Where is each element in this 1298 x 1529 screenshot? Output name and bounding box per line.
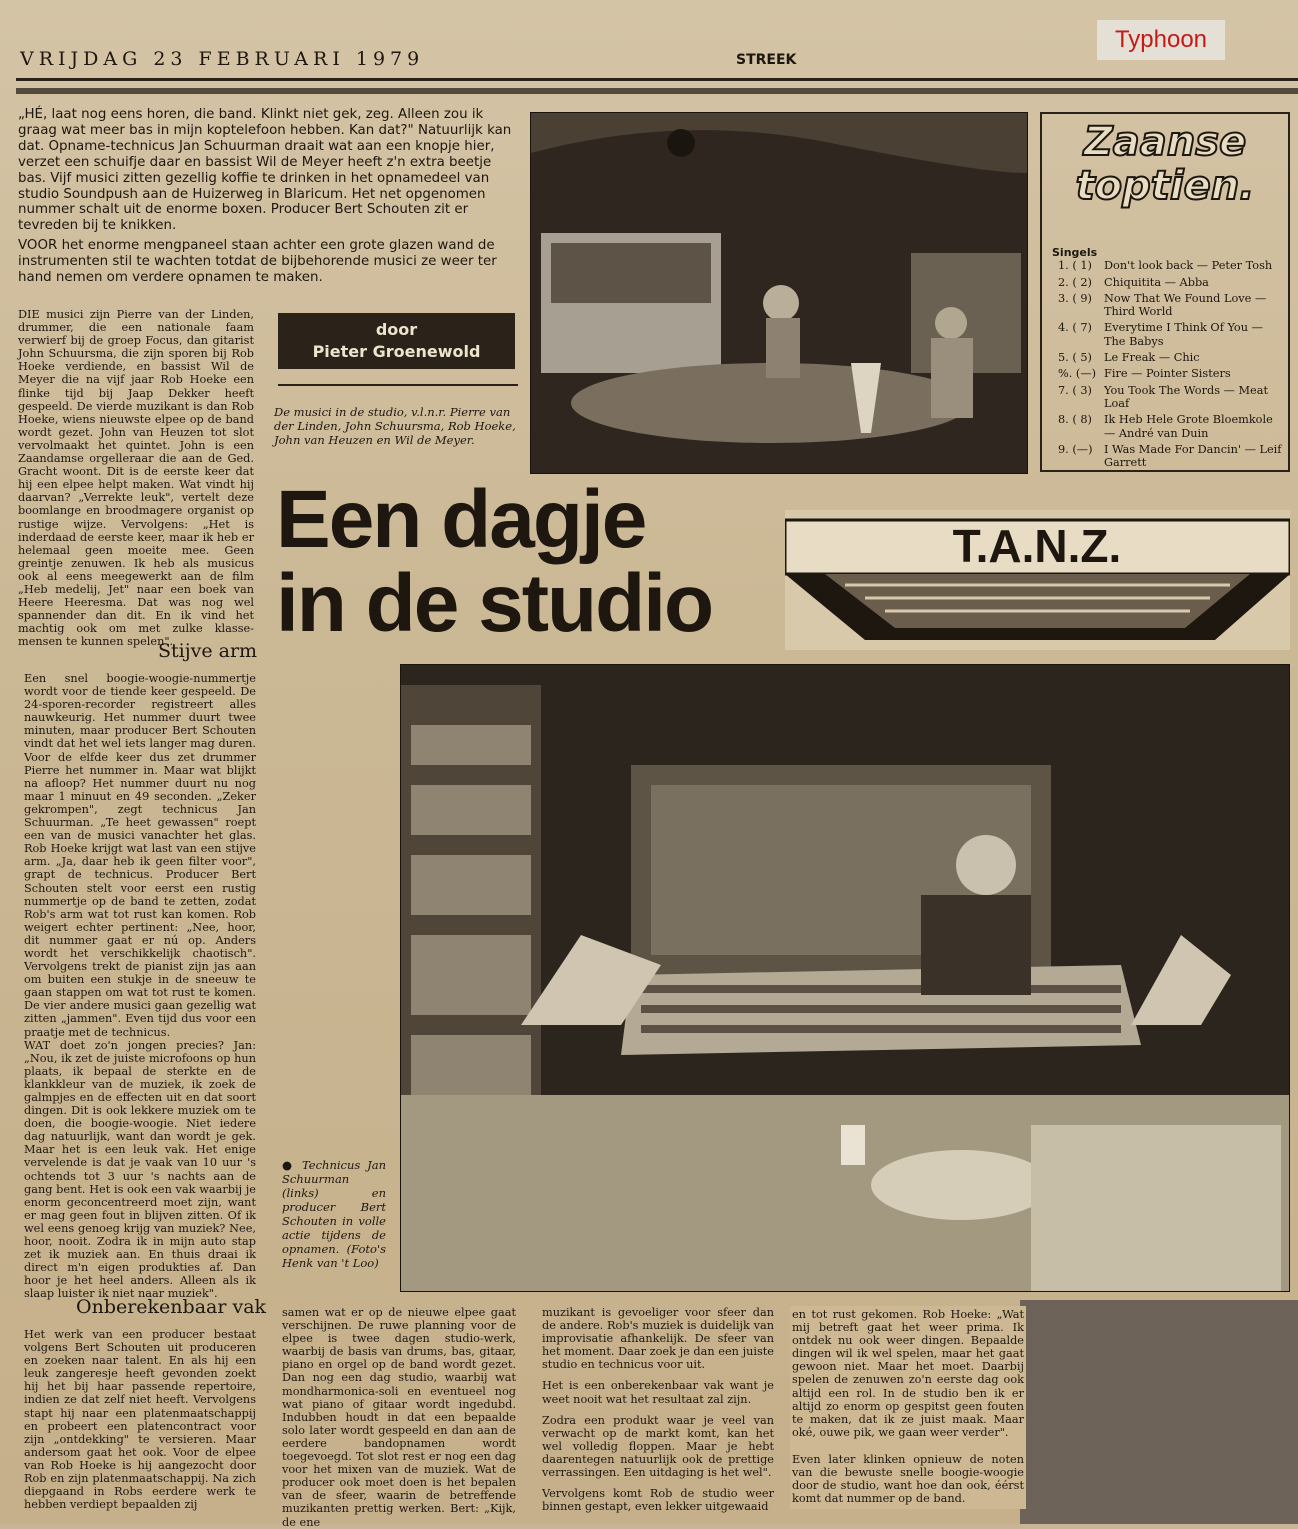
- toptien-position: 2. ( 2): [1058, 275, 1092, 289]
- toptien-entry: [1052, 321, 1284, 348]
- intro-column: [18, 308, 254, 648]
- headline-line-2: in de studio: [276, 558, 713, 649]
- toptien-entry: [1052, 384, 1284, 411]
- tanz-logo-text: T.A.N.Z.: [952, 520, 1122, 572]
- toptien-position: 7. ( 3): [1058, 383, 1092, 397]
- toptien-logo-line-1: Zaanse: [1083, 119, 1247, 165]
- toptien-title: You Took The Words — Meat Loaf: [1104, 383, 1269, 410]
- column-1-body: [24, 672, 256, 1301]
- header-rule: [16, 78, 1298, 81]
- technicus-paragraph: WAT doet zo'n jongen precies? Jan: „Nou, ik zet de juiste microfoons op hun plaats, ik bepaal de sterkte en de klankkleur van de muziek, ik zoek de galmpjes en de effecten uit en dat soort dingen. Dit is ook lekkere muziek om te doen, die boogie-woogie. Niet iedere dag natuurlijk, want dan wordt je gek. Maar het is een leuk vak. Het enige vervelende is dat je vaak van 10 uur 's ochtends tot 3 uur 's nachts aan de gang bent. Het is ook een vak waarbij je enorm geconcentreerd moet zijn, want er mag geen fout in blijven zitten. Of ik wel eens genoeg krijg van muziek? Nee, hoor, nooit. Zodra ik in mijn auto stap zet ik muziek aan. En thuis draai ik direct m'n eigen produkties af. Dan hoor je het heel anders. Alleen als ik slaap luister ik niet naar muziek".: [24, 1038, 256, 1301]
- tanz-logo: [785, 510, 1290, 650]
- control-room-caption: ● Technicus Jan Schuurman (links) en producer Bert Schouten in volle actie tijdens de opnamen. (Foto's Henk van 't Loo): [282, 1158, 386, 1270]
- intro-paragraph: DIE musici zijn Pierre van der Linden, drummer, die een nationale faam verwierf bij de groep Focus, dan gitarist John Schuursma, die zijn sporen bij Rob Hoeke verdiende, en bassist Wil de Meyer die na vijf jaar Rob Hoeke een flinke tijd bij Jaap Dekker heeft gespeeld. De vierde muzikant is dan Rob Hoeke, wiens nieuwste elpee op de band wordt gezet. John van Heuzen tot slot vervolmaakt het quintet. John is een Zaandamse orgelleraar die aan de Ged. Gracht woont. Dit is de eerste keer dat hij een elpee helpt maken. Wat vindt hij daarvan? „Verrekte leuk", vertelt deze boomlange en broodmagere organist op rustige wijze. Vervolgens: „Het is inderdaad de eerste keer, maar ik heb er helemaal geen moeite mee. Geen greintje zenuwen. Ik heb als musicus ook al eens meegewerkt aan de film „Heb medelij, Jet" naar een boek van Heere Heeresma. Dat was nog wel spannender dan dit. En ik vind het machtig ook om met zulke klasse-mensen te kunnen spelen".: [18, 308, 254, 649]
- header-rule-thick: [16, 88, 1298, 94]
- torn-edge-backdrop: [1020, 1300, 1298, 1524]
- stijve-arm-paragraph: Een snel boogie-woogie-nummertje wordt voor de tiende keer gespeeld. De 24-sporen-recorder registreert alles nauwkeurig. Het nummer duurt twee minuten, maar producer Bert Schouten vindt dat het wel iets langer mag duren. Voor de elfde keer dus zet drummer Pierre het nummer in. Maar wat blijkt na afloop? Het nummer duurt nu nog maar 1 minuut en 49 seconden. „Zeker gekrompen", zegt technicus Jan Schuurman. „Te heet gewassen" roept een van de musici vanachter het glas. Rob Hoeke krijgt wat last van een stijve arm. „Ja, daar heb ik geen filter voor", grapt de technicus. Producer Bert Schouten stelt voor eerst een rustig nummertje op de band te zetten, zodat Rob's arm wat tot rust kan komen. Rob weigert echter pertinent: „Nee, hoor, dit nummer gaat er nú op. Anders wordt het verschikkelijk chaotisch". Vervolgens trekt de pianist zijn jas aan om buiten een stukje in de sneeuw te gaan stappen om wat tot rust te komen. De vier andere musici gaan gezellig wat zitten „jammen". Even tijd dus voor een praatje met de technicus.: [24, 672, 256, 1039]
- toptien-heading: Singels: [1052, 246, 1098, 259]
- toptien-title: I Was Made For Dancin' — Leif Garrett: [1104, 442, 1282, 470]
- toptien-entry: [1052, 413, 1284, 440]
- toptien-title: Now That We Found Love — Third World: [1104, 291, 1267, 319]
- toptien-entry: [1052, 259, 1284, 272]
- toptien-entries: [1052, 259, 1284, 469]
- byline-box: [278, 313, 515, 369]
- column-2: [282, 1306, 516, 1529]
- column-3-paragraph-3: Zodra een produkt waar je veel van verwacht op de markt komt, kan het wel volledig floppen. Maar je hebt daarentegen natuurlijk ook de prettige verrassingen. Een uitdaging is het wel".: [542, 1413, 774, 1480]
- column-4-paragraph-2: Even later klinken opnieuw de noten van die bewuste snelle boogie-woogie door de studio, want hoe dan ook, éérst komt dat nummer op de band.: [792, 1452, 1024, 1506]
- lead-paragraph-1: „HÉ, laat nog eens horen, die band. Klinkt niet gek, zeg. Alleen zou ik graag wat meer bas in mijn koptelefoon hebben. Kan dat?" Natuurlijk kan dat. Opname-technicus Jan Schuurman draait wat aan een knopje hier, verzet een schuifje daar en bassist Wil de Meyer heeft z'n extra beetje bas. Vijf musici zitten gezellig koffie te drinken in het opnamedeel van studio Soundpush aan de Huizerweg in Blaricum. Het net opgenomen nummer schalt uit de enorme boxen. Producer Bert Schouten zit er tevreden bij te knikken.: [18, 107, 512, 234]
- headline-line-1: Een dagje: [276, 474, 646, 565]
- column-3-paragraph-1: muzikant is gevoeliger voor sfeer dan de andere. Rob's muziek is duidelijk van improvisatie afhankelijk. De sfeer van het moment. Daar zoek je dan een juiste studio en technicus voor uit.: [542, 1306, 774, 1372]
- toptien-title: Ik Heb Hele Grote Bloemkole — André van Duin: [1104, 413, 1273, 440]
- dateline: VRIJDAG 23 FEBRUARI 1979: [20, 48, 425, 70]
- column-2-paragraph: samen wat er op de nieuwe elpee gaat verschijnen. De ruwe planning voor de elpee is twee dagen studio-werk, waarbij de basis van drums, bas, gitaar, piano en orgel op de band wordt gezet. Dan nog een dag studio, waarbij wat mondharmonica-soli en eventueel nog wat piano of gitaar wordt ingedubd. Indubben houdt in dat een bepaalde solo later wordt gespeeld en dan aan de eerdere bandopnamen wordt toegevoegd. Tot slot rest er nog een dag voor het mixen van de muziek. Wat de producer ook moet doen is het bepalen van de sfeer, waarin de betreffende muzikanten prettig werken. Bert: „Kijk, de ene: [282, 1306, 516, 1529]
- toptien-position: 9. (—): [1058, 442, 1093, 456]
- toptien-entry: [1052, 292, 1284, 319]
- toptien-title: Fire — Pointer Sisters: [1104, 367, 1231, 381]
- column-1-bottom: [24, 1328, 256, 1511]
- toptien-logo: [1050, 120, 1280, 230]
- lead-text: [18, 107, 520, 290]
- control-room-photo: [400, 664, 1290, 1292]
- toptien-title: Don't look back — Peter Tosh: [1104, 259, 1273, 273]
- subhead-stijve-arm: Stijve arm: [158, 640, 258, 662]
- toptien-position: 5. ( 5): [1058, 351, 1092, 365]
- watermark-label: Typhoon: [1097, 20, 1225, 60]
- toptien-title: Le Freak — Chic: [1104, 351, 1200, 365]
- toptien-position: 4. ( 7): [1058, 321, 1092, 335]
- lead-paragraph-2: VOOR het enorme mengpaneel staan achter een grote glazen wand de instrumenten stil te wachten totdat de bijbehorende musici ze weer ter hand nemen om verdere opnamen te maken.: [18, 238, 497, 286]
- headline: [276, 474, 713, 649]
- column-3: [542, 1306, 774, 1513]
- toptien-title: Chiquitita — Abba: [1104, 275, 1209, 289]
- toptien-logo-line-2: toptien.: [1075, 163, 1255, 209]
- toptien-position: 8. ( 8): [1058, 413, 1092, 427]
- byline-author: Pieter Groenewold: [312, 342, 481, 361]
- toptien-entry: [1052, 276, 1284, 289]
- toptien-list: [1052, 246, 1284, 472]
- band-photo: [530, 112, 1028, 474]
- toptien-position: 3. ( 9): [1058, 291, 1092, 305]
- column-3-paragraph-2: Het is een onberekenbaar vak want je weet nooit wat het resultaat zal zijn.: [542, 1379, 774, 1406]
- toptien-entry: [1052, 367, 1284, 380]
- toptien-entry: [1052, 443, 1284, 470]
- subhead-onberekenbaar-vak: Onberekenbaar vak: [76, 1296, 267, 1318]
- band-photo-caption: De musici in de studio, v.l.n.r. Pierre van der Linden, John Schuursma, Rob Hoeke, John van Heuzen en Wil de Meyer.: [274, 405, 516, 447]
- column-3-paragraph-4: Vervolgens komt Rob de studio weer binnen gestapt, even lekker uitgewaaid: [542, 1487, 774, 1514]
- section-label: STREEK: [736, 52, 797, 68]
- column-4: [790, 1306, 1026, 1509]
- byline-by: door: [375, 320, 418, 339]
- toptien-position: 1. ( 1): [1058, 259, 1092, 273]
- column-4-paragraph-1: en tot rust gekomen. Rob Hoeke: „Wat mij betreft gaat het weer prima. Ik ontdek nu ook weer dingen. Bepaalde dingen wil ik wel spelen, maar het gaat gewoon niet. Maar het moet. Daarbij spelen de zenuwen zo'n eerste dag ook altijd een rol. In de studio ben ik er altijd zo enorm op gespitst geen fouten te maken, dat ik ze juist maak. Maar oké, ouwe pik, we gaan weer verder".: [792, 1308, 1024, 1439]
- toptien-entry: [1052, 351, 1284, 364]
- producer-paragraph: Het werk van een producer bestaat volgens Bert Schouten uit produceren en zoeken naar talent. En als hij een leuk zangeresje heeft gevonden zoekt hij het bij haar passende repertoire, indien ze dat zelf niet heeft. Vervolgens stapt hij naar een platenmaatschappij en probeert een platencontract voor zijn „ontdekking" te versieren. Maar andersom gaat het ook. Voor de elpee van Rob Hoeke is hij aangezocht door Rob en zijn platenmaatschappij. Na zich diepgaand in Robs eerdere werk te hebben verdiept bepaalden zij: [24, 1328, 256, 1512]
- toptien-position: %. (—): [1058, 367, 1097, 381]
- caption-rule: [278, 384, 518, 386]
- toptien-title: Everytime I Think Of You — The Babys: [1104, 321, 1263, 348]
